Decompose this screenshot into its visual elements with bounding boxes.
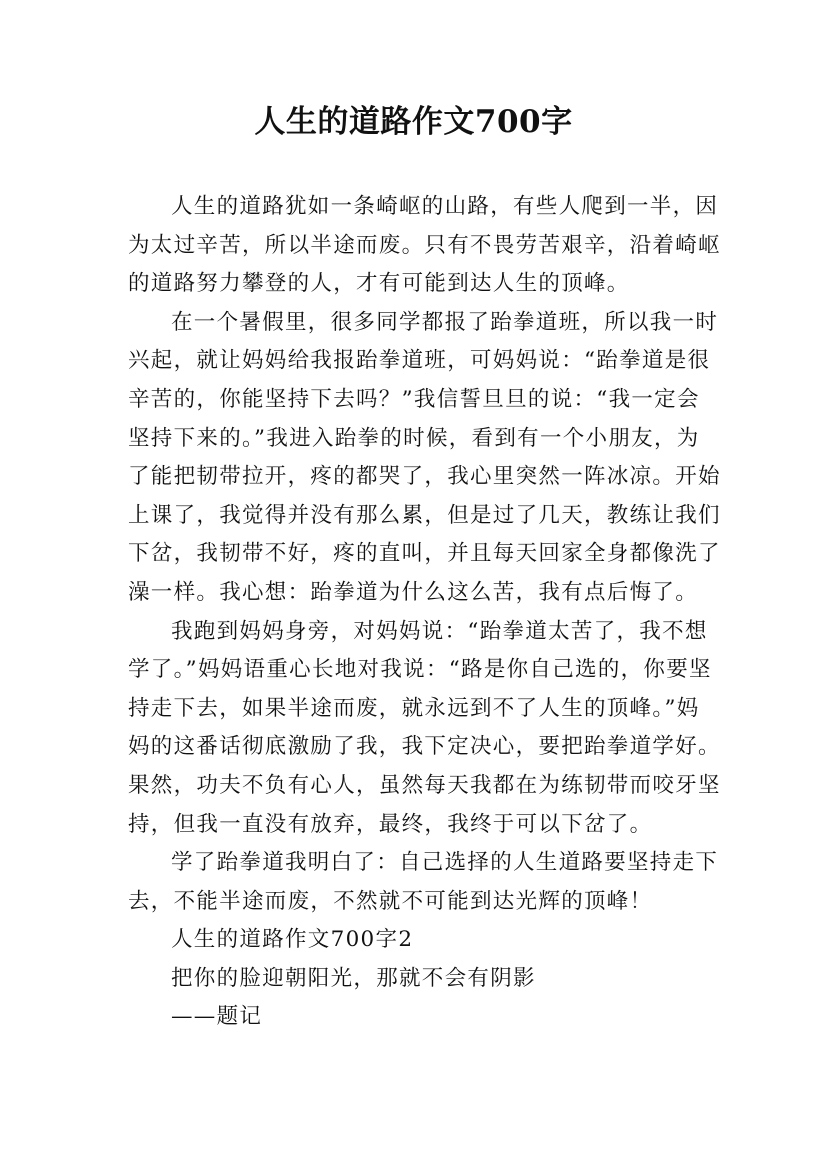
text-line: 持，但我一直没有放弃，最终，我终于可以下岔了。 [128, 811, 653, 837]
text-line: 为太过辛苦，所以半途而废。只有不畏劳苦艰辛，沿着崎岖 [128, 232, 721, 258]
text-line: 了能把韧带拉开，疼的都哭了，我心里突然一阵冰凉。开始 [128, 464, 721, 490]
text-line: 下岔，我韧带不好，疼的直叫，并且每天回家全身都像洗了 [128, 541, 721, 567]
text-line: 兴起，就让妈妈给我报跆拳道班，可妈妈说：“跆拳道是很 [128, 348, 711, 374]
epigraph: 把你的脸迎朝阳光，那就不会有阴影 [171, 965, 536, 991]
text-line: 在一个暑假里，很多同学都报了跆拳道班，所以我一时 [171, 309, 719, 335]
epigraph-attribution: ——题记 [171, 1004, 263, 1030]
section-heading: 人生的道路作文700字2 [171, 927, 414, 953]
text-line: 的道路努力攀登的人，才有可能到达人生的顶峰。 [128, 271, 630, 297]
text-line: 坚持下来的。”我进入跆拳的时候，看到有一个小朋友，为 [128, 425, 700, 451]
text-line: 果然，功夫不负有心人，虽然每天我都在为练韧带而咬牙坚 [128, 772, 721, 798]
text-line: 我跑到妈妈身旁，对妈妈说：“跆拳道太苦了，我不想 [171, 618, 708, 644]
text-line: 学了跆拳道我明白了：自己选择的人生道路要坚持走下 [171, 850, 719, 876]
document-body [128, 188, 721, 1037]
text-line: 澡一样。我心想：跆拳道为什么这么苦，我有点后悔了。 [128, 579, 699, 605]
text-line: 人生的道路犹如一条崎岖的山路，有些人爬到一半，因 [171, 194, 719, 219]
text-line: 上课了，我觉得并没有那么累，但是过了几天，教练让我们 [128, 502, 721, 528]
text-line: 学了。”妈妈语重心长地对我说：“路是你自己选的，你要坚 [128, 657, 712, 683]
text-line: 辛苦的，你能坚持下去吗？”我信誓旦旦的说：“我一定会 [128, 386, 700, 412]
text-line: 去，不能半途而废，不然就不可能到达光辉的顶峰！ [128, 888, 653, 914]
text-line: 持走下去，如果半途而废，就永远到不了人生的顶峰。”妈 [128, 695, 700, 721]
document-title: 人生的道路作文700字 [254, 104, 573, 140]
text-line: 妈的这番话彻底激励了我，我下定决心，要把跆拳道学好。 [128, 734, 721, 760]
